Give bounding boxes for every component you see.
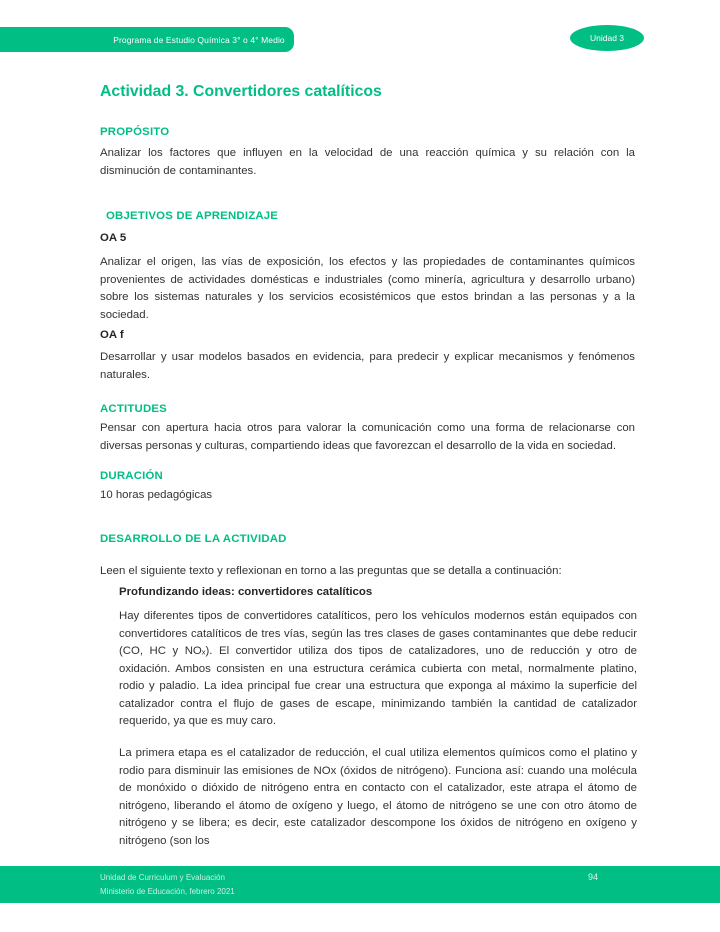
actitudes-body: Pensar con apertura hacia otros para valorar la comunicación como una forma de relacionarse con diversas personas y culturas, compartiendo ideas que favorezcan el desarrollo de la vida en sociedad. — [100, 422, 635, 452]
program-badge — [0, 27, 294, 52]
reading-title: Profundizando ideas: convertidores catalíticos — [119, 586, 373, 598]
duracion-heading: DURACIÓN — [100, 470, 163, 482]
oaf-label: OA f — [100, 329, 124, 341]
unit-badge-label: Unidad 3 — [589, 33, 625, 43]
oa5-label: OA 5 — [100, 232, 127, 244]
desarrollo-heading: DESARROLLO DE LA ACTIVIDAD — [100, 533, 287, 545]
footer-credits — [100, 871, 235, 898]
actitudes-heading: ACTITUDES — [100, 403, 167, 415]
page-number: 94 — [588, 872, 599, 882]
proposito-body: Analizar los factores que influyen en la velocidad de una reacción química y su relación con la disminución de contaminantes. — [100, 147, 635, 177]
oaf-body: Desarrollar y usar modelos basados en evidencia, para predecir y explicar mecanismos y fenómenos naturales. — [100, 351, 635, 381]
desarrollo-intro: Leen el siguiente texto y reflexionan en torno a las preguntas que se detalla a continuación: — [100, 565, 562, 577]
footer-line2: Ministerio de Educación, febrero 2021 — [100, 886, 235, 896]
unit-badge — [570, 25, 644, 51]
program-badge-label: Programa de Estudio Química 3° o 4° Medio — [113, 34, 285, 45]
proposito-heading: PROPÓSITO — [100, 126, 170, 138]
footer-line1: Unidad de Curriculum y Evaluación — [100, 873, 225, 882]
reading-paragraph-1: Hay diferentes tipos de convertidores catalíticos, pero los vehículos modernos están equipados con convertidores catalíticos de tres vías, según las tres clases de gases contaminantes que debe reducir (CO, HC y NOₓ). El convertidor utiliza dos tipos de catalizadores, uno de reducción y otro de oxidación. Ambos consisten en una estructura cerámica cubierta con metal, normalmente platino, rodio y paladio. La idea principal fue crear una estructura que exponga al máximo la superficie del catalizador contra el flujo de gases de escape, minimizando también la cantidad de catalizador requerido, ya que es muy caro. — [119, 610, 637, 727]
reading-paragraph-2: La primera etapa es el catalizador de reducción, el cual utiliza elementos químicos como el platino y rodio para disminuir las emisiones de NOx (óxidos de nitrógeno). Funciona así: cuando una molécula de monóxido o dióxido de nitrógeno entra en contacto con el catalizador, este atrapa el átomo de nitrógeno, liberando el átomo de oxígeno y luego, el átomo de nitrógeno se une con otro átomo de nitrógeno y se libera; es decir, este catalizador descompone los óxidos de nitrógeno en oxígeno y nitrógeno (son los — [119, 747, 637, 847]
activity-title: Actividad 3. Convertidores catalíticos — [100, 83, 382, 100]
objetivos-heading: OBJETIVOS DE APRENDIZAJE — [106, 210, 279, 222]
oa5-body: Analizar el origen, las vías de exposición, los efectos y las propiedades de contaminantes químicos provenientes de actividades domésticas e industriales (como minería, agricultura y desarrollo urbano) sobre los sistemas naturales y los servicios ecosistémicos que estos brindan a las personas y a la sociedad. — [100, 256, 635, 321]
duracion-body: 10 horas pedagógicas — [100, 489, 213, 501]
